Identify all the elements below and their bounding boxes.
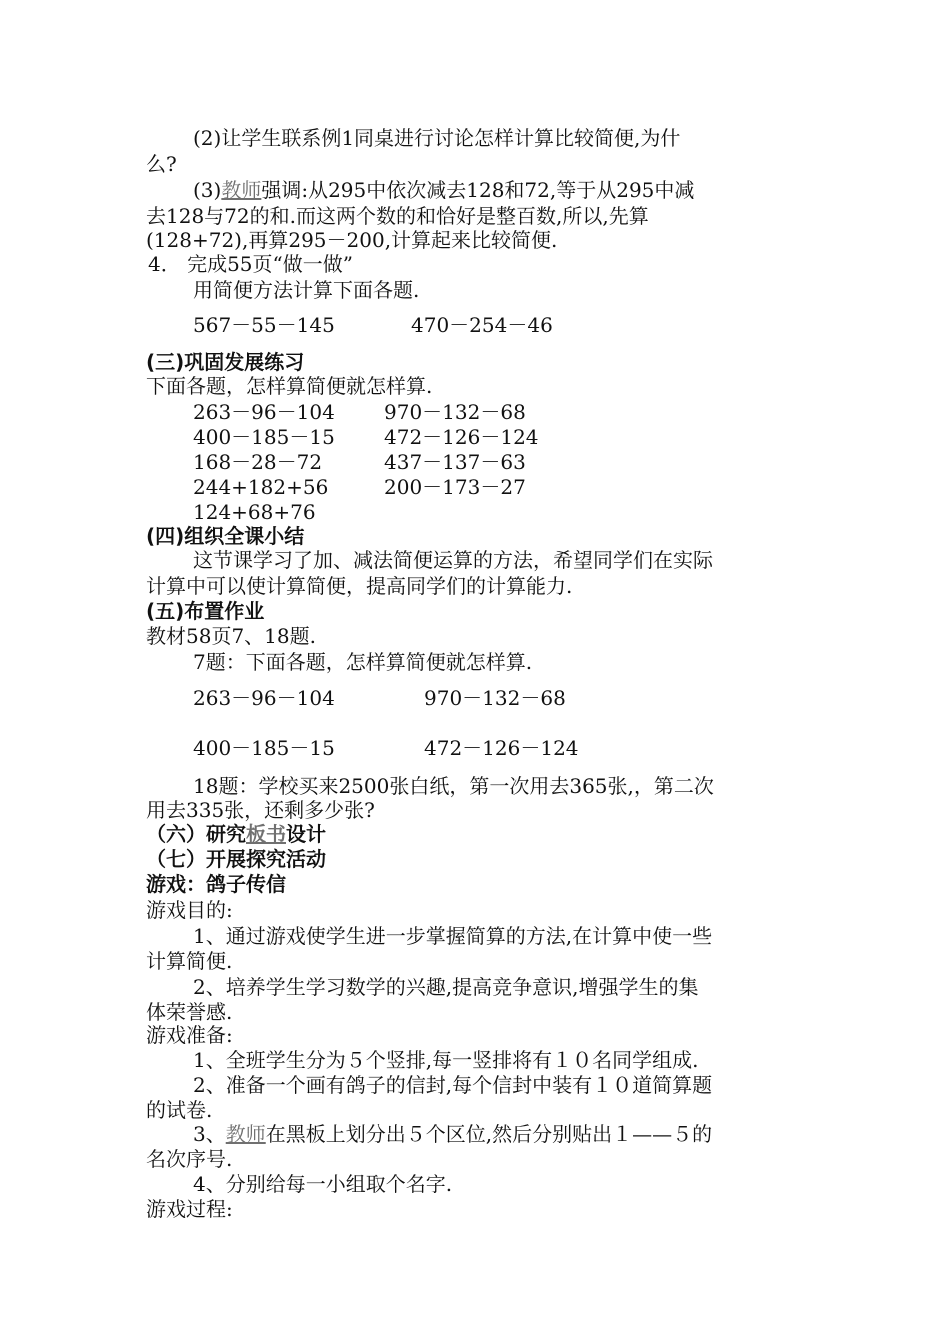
teacher-link-2[interactable]: 教师 [225,1122,266,1146]
question-18-line2: 用去335张，还剩多少张? [146,798,375,822]
homework-cell: 263－96－104 [193,686,335,710]
exercise-cell: 124+68+76 [193,500,316,524]
homework-cell: 472－126－124 [424,736,579,760]
section-4-heading: (四)组织全课小结 [146,524,305,548]
game-process-label: 游戏过程: [146,1197,233,1221]
section-4-line2: 计算中可以使计算简便，提高同学们的计算能力. [146,574,573,598]
exercise-cell: 168－28－72 [193,450,323,474]
exercise-a1: 567－55－145 [193,313,335,337]
paragraph-3-text: 强调:从295中依次减去128和72,等于从295中减 [261,178,695,202]
game-prep-2-line2: 的试卷. [146,1098,213,1122]
game-prep-3-prefix: 3、 [193,1122,226,1146]
game-prep-label: 游戏准备: [146,1023,233,1047]
section-6-prefix: （六）研究 [146,822,246,846]
exercise-cell: 400－185－15 [193,425,335,449]
game-goal-label: 游戏目的: [146,898,233,922]
homework-cell: 400－185－15 [193,736,335,760]
section-5-heading: (五)布置作业 [146,599,265,623]
exercise-cell: 200－173－27 [384,475,526,499]
blackboard-link[interactable]: 板书 [246,822,286,846]
paragraph-3-line3: (128+72),再算295－200,计算起来比较简便. [146,228,558,252]
game-prep-2-line1: 2、准备一个画有鸽子的信封,每个信封中装有１０道简算题 [193,1073,713,1097]
homework-cell: 970－132－68 [424,686,566,710]
paragraph-3-line1 [193,178,694,202]
section-7-heading: （七）开展探究活动 [146,847,326,871]
game-goal-2-line1: 2、培养学生学习数学的兴趣,提高竞争意识,增强学生的集 [193,975,699,999]
section-5-line2: 7题：下面各题，怎样算简便就怎样算. [193,650,533,674]
game-title: 游戏：鸽子传信 [146,872,286,896]
exercise-cell: 244+182+56 [193,475,329,499]
item-4-heading: 4． 完成55页“做一做” [148,252,353,276]
section-3-heading: (三)巩固发展练习 [146,350,305,374]
game-goal-1-line2: 计算简便. [146,949,233,973]
section-4-line1: 这节课学习了加、减法简便运算的方法，希望同学们在实际 [193,548,713,572]
question-18-line1: 18题：学校买来2500张白纸，第一次用去365张,，第二次 [193,774,714,798]
game-prep-3-line2: 名次序号. [146,1147,233,1171]
game-goal-2-line2: 体荣誉感. [146,1000,233,1024]
exercise-cell: 437－137－63 [384,450,526,474]
section-5-line1: 教材58页7、18题. [146,624,316,648]
paragraph-3-line2: 去128与72的和.而这两个数的和恰好是整百数,所以,先算 [146,204,649,228]
game-prep-3-line1 [193,1122,712,1146]
section-3-intro: 下面各题，怎样算简便就怎样算. [146,374,433,398]
game-prep-1: 1、全班学生分为５个竖排,每一竖排将有１０名同学组成. [193,1048,699,1072]
teacher-link[interactable]: 教师 [221,178,262,202]
exercise-cell: 970－132－68 [384,400,526,424]
paragraph-2-line1: (2)让学生联系例1同桌进行讨论怎样计算比较简便,为什 [193,126,681,150]
exercise-a2: 470－254－46 [411,313,553,337]
game-prep-3-text: 在黑板上划分出５个区位,然后分别贴出１——５的 [265,1122,713,1146]
exercise-cell: 472－126－124 [384,425,539,449]
item-4-instruction: 用简便方法计算下面各题. [193,278,420,302]
game-prep-4: 4、分别给每一小组取个名字. [193,1172,453,1196]
paragraph-3-prefix: (3) [193,178,222,202]
game-goal-1-line1: 1、通过游戏使学生进一步掌握简算的方法,在计算中使一些 [193,924,713,948]
exercise-cell: 263－96－104 [193,400,335,424]
section-6-suffix: 设计 [286,822,326,846]
section-6-heading [146,822,326,846]
paragraph-2-line2: 么? [146,152,177,176]
